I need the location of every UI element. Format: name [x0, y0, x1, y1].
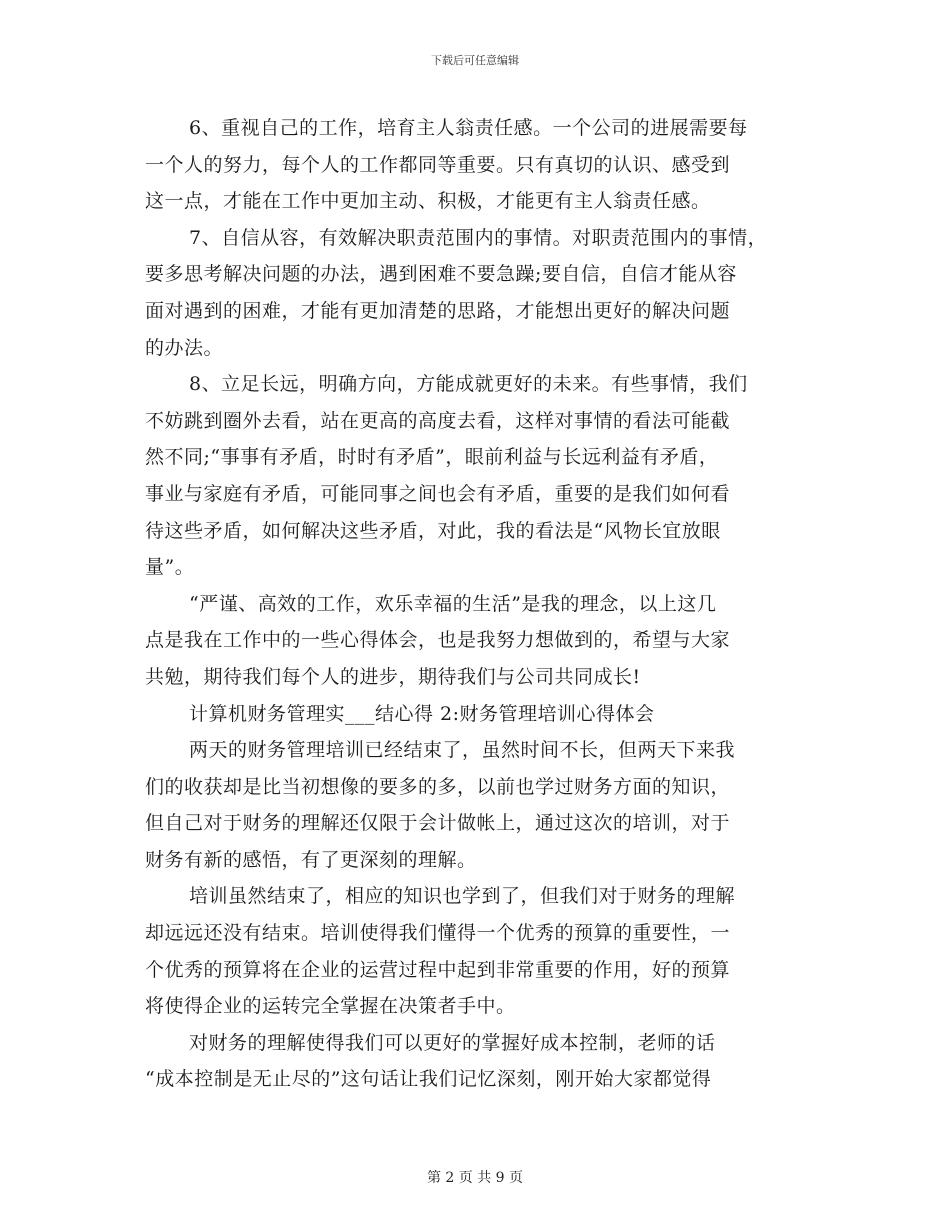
text-line: 但自己对于财务的理解还仅限于会计做帐上，通过这次的培训，对于 — [145, 812, 731, 835]
text-line: 然不同;“事事有矛盾，时时有矛盾”，眼前利益与长远利益有矛盾， — [145, 446, 719, 469]
text-line: 将使得企业的运转完全掌握在决策者手中。 — [145, 995, 516, 1018]
text-line: 财务有新的感悟，有了更深刻的理解。 — [145, 848, 477, 871]
document-body — [145, 110, 810, 1098]
text-line: 对财务的理解使得我们可以更好的掌握好成本控制，老师的话 — [189, 1031, 716, 1054]
text-line: 一个人的努力，每个人的工作都同等重要。只有真切的认识、感受到 — [145, 153, 731, 176]
text-line: 面对遇到的困难，才能有更加清楚的思路，才能想出更好的解决问题 — [145, 299, 731, 322]
text-line: 要多思考解决问题的办法，遇到困难不要急躁;要自信，自信才能从容 — [145, 263, 737, 286]
text-line: 事业与家庭有矛盾，可能同事之间也会有矛盾，重要的是我们如何看 — [145, 482, 731, 505]
text-line: 培训虽然结束了，相应的知识也学到了，但我们对于财务的理解 — [189, 885, 736, 908]
page-header: 下载后可任意编辑 — [431, 54, 519, 67]
page-footer: 第 2 页 共 9 页 — [426, 1170, 524, 1186]
text-line: “严谨、高效的工作，欢乐幸福的生活”是我的理念，以上这几 — [189, 592, 717, 615]
text-line: 点是我在工作中的一些心得体会，也是我努力想做到的，希望与大家 — [145, 629, 731, 652]
text-line: 待这些矛盾，如何解决这些矛盾，对此，我的看法是“风物长宜放眼 — [145, 519, 721, 542]
text-line: 不妨跳到圈外去看，站在更高的高度去看，这样对事情的看法可能截 — [145, 409, 731, 432]
text-line: 8、立足长远，明确方向，方能成就更好的未来。有些事情，我们 — [189, 373, 748, 396]
text-line: 却远远还没有结束。培训使得我们懂得一个优秀的预算的重要性，一 — [145, 922, 731, 945]
text-line: 的办法。 — [145, 336, 224, 359]
text-line: 们的收获却是比当初想像的要多的多，以前也学过财务方面的知识， — [145, 775, 731, 798]
text-line: 量”。 — [145, 556, 195, 579]
text-line: 个优秀的预算将在企业的运营过程中起到非常重要的作用，好的预算 — [145, 958, 731, 981]
text-line: 这一点，才能在工作中更加主动、积极，才能更有主人翁责任感。 — [145, 190, 711, 213]
text-line: 6、重视自己的工作，培育主人翁责任感。一个公司的进展需要每 — [189, 117, 748, 139]
text-line: 两天的财务管理培训已经结束了，虽然时间不长，但两天下来我 — [189, 739, 736, 762]
text-line: 共勉，期待我们每个人的进步，期待我们与公司共同成长! — [145, 665, 641, 688]
text-line: 计算机财务管理实___结心得 2:财务管理培训心得体会 — [189, 702, 655, 725]
text-line: “成本控制是无止尽的”这句话让我们记忆深刻，刚开始大家都觉得 — [145, 1068, 712, 1091]
text-line: 7、自信从容，有效解决职责范围内的事情。对职责范围内的事情， — [189, 226, 768, 249]
